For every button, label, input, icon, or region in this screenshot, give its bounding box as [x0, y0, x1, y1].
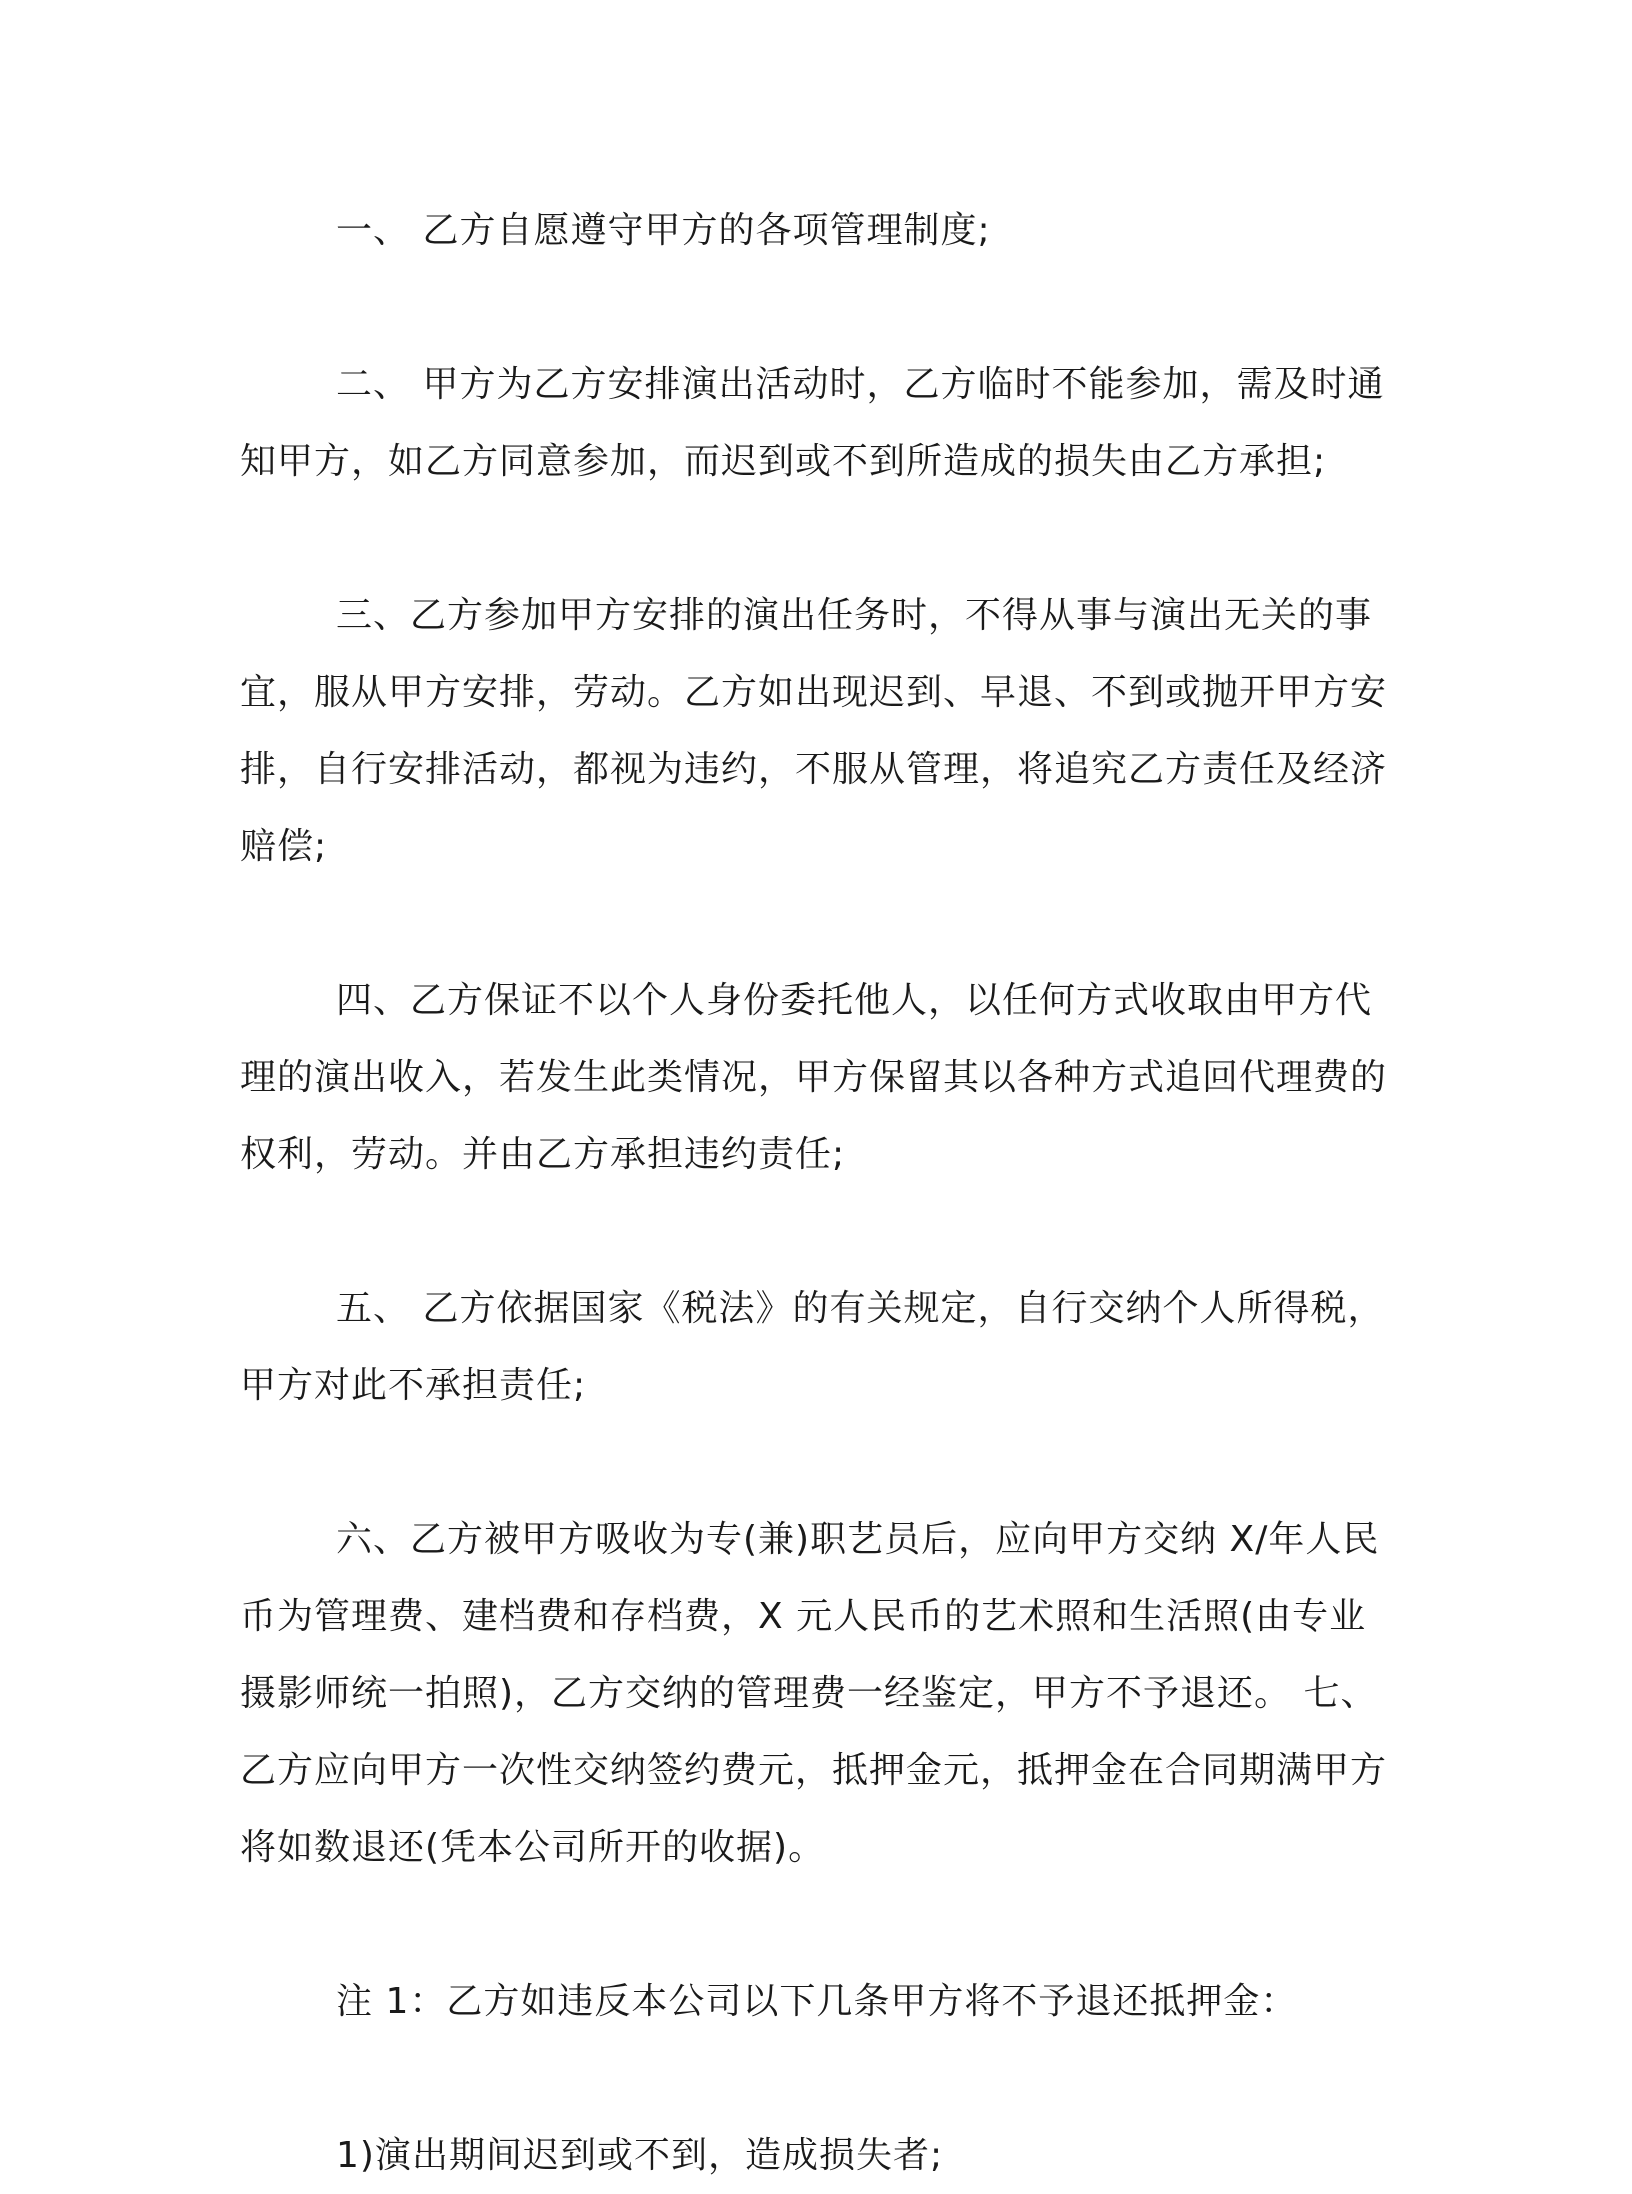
clause-4: 四、乙方保证不以个人身份委托他人，以任何方式收取由甲方代理的演出收入，若发生此类情况，甲方保留其以各种方式追回代理费的权利，劳动。并由乙方承担违约责任;	[240, 980, 1388, 1175]
note-item-1: 1)演出期间迟到或不到，造成损失者;	[336, 2135, 944, 2176]
document-body	[240, 192, 1392, 2194]
clause-6-7: 六、乙方被甲方吸收为专(兼)职艺员后，应向甲方交纳 X/年人民币为管理费、建档费和存档费，X 元人民币的艺术照和生活照(由专业摄影师统一拍照)，乙方交纳的管理费一经鉴定，甲方不予退还。 七、乙方应向甲方一次性交纳签约费元，抵押金元，抵押金在合同期满甲方将如数退还(凭本公司所开的收据)。	[240, 1519, 1388, 1868]
clause-1: 一、 乙方自愿遵守甲方的各项管理制度;	[336, 210, 991, 251]
clause-2: 二、 甲方为乙方安排演出活动时，乙方临时不能参加，需及时通知甲方，如乙方同意参加，而迟到或不到所造成的损失由乙方承担;	[240, 364, 1385, 482]
clause-3: 三、乙方参加甲方安排的演出任务时，不得从事与演出无关的事宜，服从甲方安排，劳动。乙方如出现迟到、早退、不到或抛开甲方安排，自行安排活动，都视为违约，不服从管理，将追究乙方责任及经济赔偿;	[240, 595, 1388, 867]
note-1: 注 1：乙方如违反本公司以下几条甲方将不予退还抵押金：	[336, 1981, 1298, 2022]
clause-5: 五、 乙方依据国家《税法》的有关规定，自行交纳个人所得税，甲方对此不承担责任;	[240, 1288, 1385, 1406]
